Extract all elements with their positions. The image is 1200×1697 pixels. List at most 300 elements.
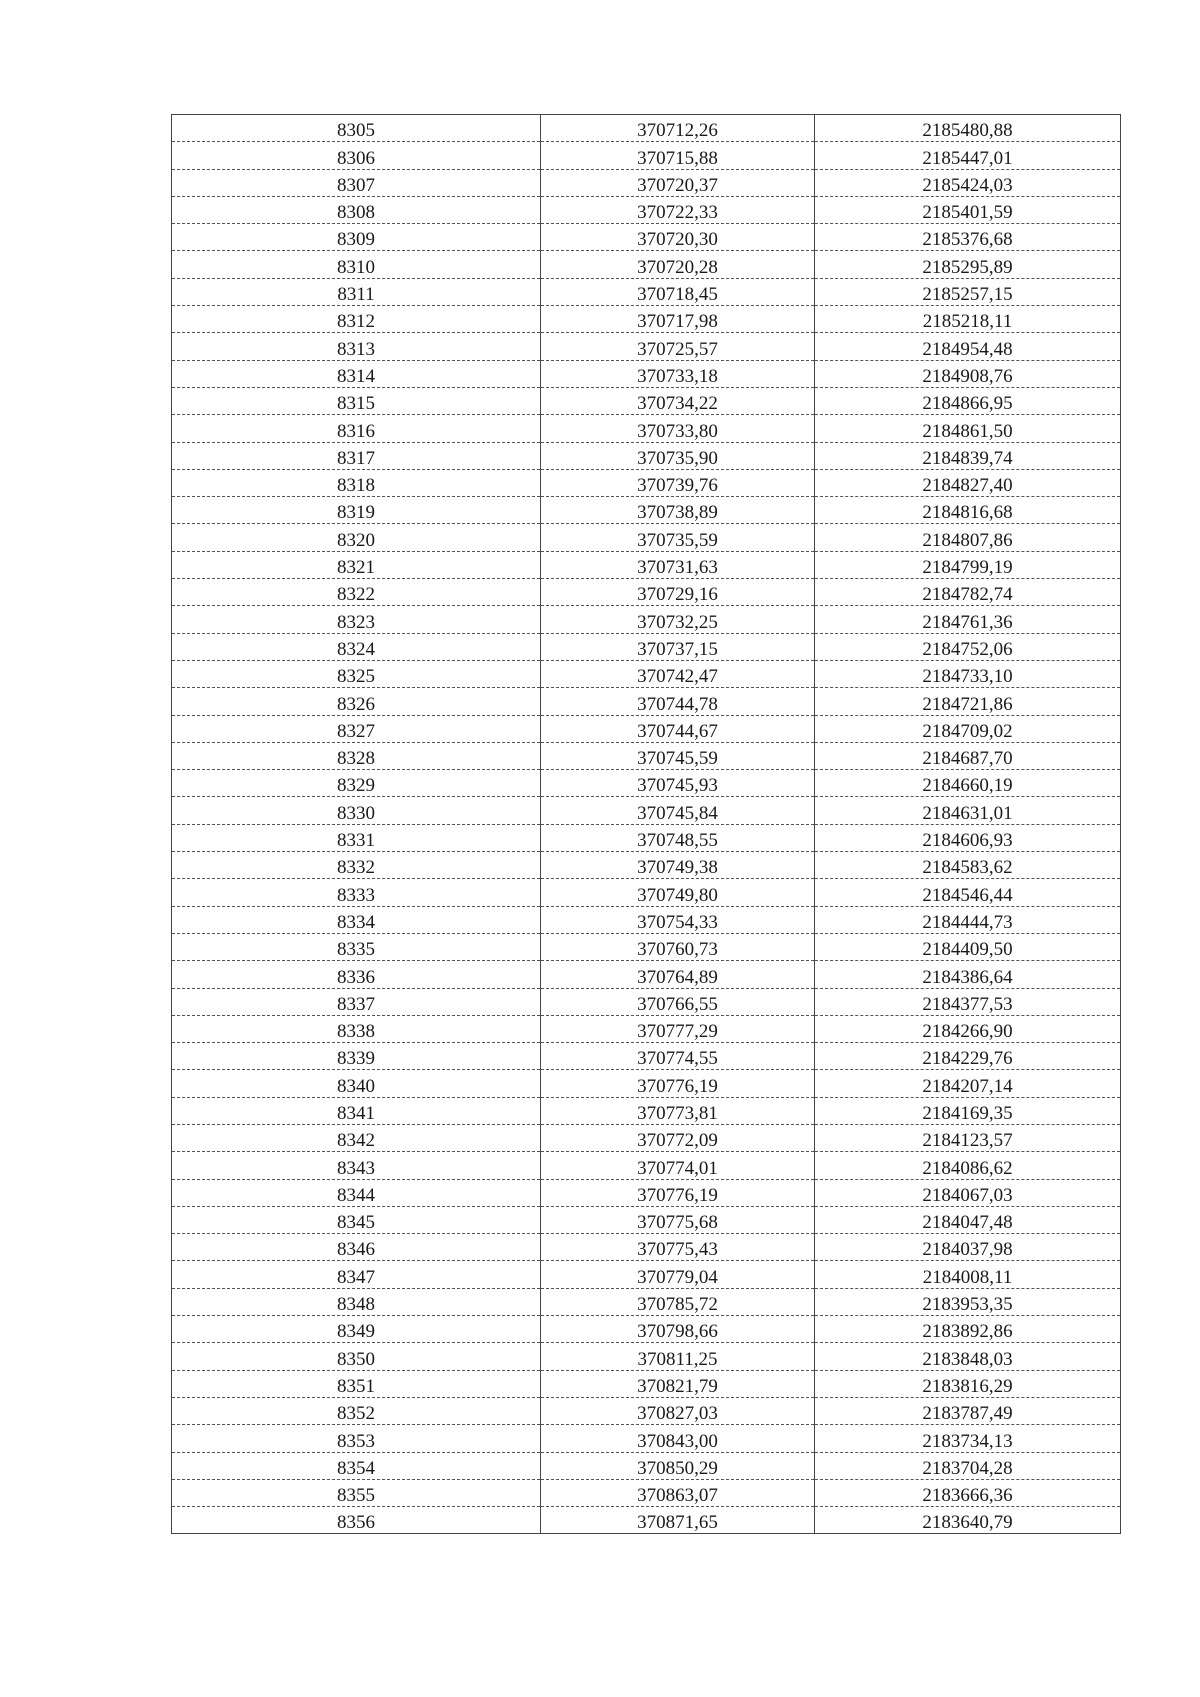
cell-value: 2184123,57 [922, 1130, 1013, 1152]
table-row [172, 660, 1121, 687]
y-coordinate-cell [815, 1097, 1121, 1124]
x-coordinate-cell [541, 633, 815, 660]
cell-value: 2184799,19 [922, 557, 1013, 579]
x-coordinate-cell [541, 606, 815, 633]
y-coordinate-cell [815, 524, 1121, 551]
cell-value: 370715,88 [637, 147, 718, 169]
table-row [172, 1152, 1121, 1179]
table-row [172, 1452, 1121, 1479]
point-number-cell [172, 278, 541, 305]
cell-value: 370734,22 [637, 393, 718, 415]
y-coordinate-cell [815, 715, 1121, 742]
cell-value: 370718,45 [637, 284, 718, 306]
cell-value: 8308 [337, 202, 375, 224]
cell-value: 2184861,50 [922, 420, 1013, 442]
table-row [172, 797, 1121, 824]
y-coordinate-cell [815, 1043, 1121, 1070]
x-coordinate-cell [541, 1425, 815, 1452]
cell-value: 8343 [337, 1157, 375, 1179]
cell-value: 370732,25 [637, 611, 718, 633]
point-number-cell [172, 1316, 541, 1343]
x-coordinate-cell [541, 824, 815, 851]
point-number-cell [172, 333, 541, 360]
cell-value: 2185480,88 [922, 120, 1013, 142]
table-row [172, 224, 1121, 251]
table-row [172, 1370, 1121, 1397]
cell-value: 2183704,28 [922, 1457, 1013, 1479]
point-number-cell [172, 497, 541, 524]
cell-value: 8344 [337, 1184, 375, 1206]
cell-value: 2184827,40 [922, 475, 1013, 497]
cell-value: 2184546,44 [922, 884, 1013, 906]
x-coordinate-cell [541, 1015, 815, 1042]
y-coordinate-cell [815, 906, 1121, 933]
cell-value: 8337 [337, 993, 375, 1015]
table-row [172, 551, 1121, 578]
point-number-cell [172, 1043, 541, 1070]
point-number-cell [172, 224, 541, 251]
table-row [172, 142, 1121, 169]
point-number-cell [172, 824, 541, 851]
cell-value: 370760,73 [637, 939, 718, 961]
y-coordinate-cell [815, 852, 1121, 879]
point-number-cell [172, 469, 541, 496]
cell-value: 2184047,48 [922, 1212, 1013, 1234]
cell-value: 2185295,89 [922, 256, 1013, 278]
table-row [172, 306, 1121, 333]
y-coordinate-cell [815, 879, 1121, 906]
y-coordinate-cell [815, 442, 1121, 469]
point-number-cell [172, 442, 541, 469]
table-row [172, 633, 1121, 660]
cell-value: 2183848,03 [922, 1348, 1013, 1370]
point-number-cell [172, 961, 541, 988]
y-coordinate-cell [815, 306, 1121, 333]
cell-value: 2183640,79 [922, 1512, 1013, 1534]
y-coordinate-cell [815, 1452, 1121, 1479]
cell-value: 370821,79 [637, 1375, 718, 1397]
cell-value: 2184807,86 [922, 529, 1013, 551]
table-row [172, 715, 1121, 742]
point-number-cell [172, 797, 541, 824]
y-coordinate-cell [815, 660, 1121, 687]
x-coordinate-cell [541, 715, 815, 742]
x-coordinate-cell [541, 1070, 815, 1097]
x-coordinate-cell [541, 1316, 815, 1343]
cell-value: 8334 [337, 911, 375, 933]
cell-value: 2184631,01 [922, 802, 1013, 824]
x-coordinate-cell [541, 251, 815, 278]
point-number-cell [172, 115, 541, 142]
y-coordinate-cell [815, 770, 1121, 797]
cell-value: 370843,00 [637, 1430, 718, 1452]
cell-value: 370742,47 [637, 666, 718, 688]
cell-value: 8322 [337, 584, 375, 606]
cell-value: 370775,43 [637, 1239, 718, 1261]
point-number-cell [172, 1370, 541, 1397]
cell-value: 2184782,74 [922, 584, 1013, 606]
point-number-cell [172, 306, 541, 333]
cell-value: 2184954,48 [922, 338, 1013, 360]
table-row [172, 1397, 1121, 1424]
cell-value: 370745,59 [637, 748, 718, 770]
y-coordinate-cell [815, 196, 1121, 223]
table-row [172, 879, 1121, 906]
point-number-cell [172, 169, 541, 196]
cell-value: 370775,68 [637, 1212, 718, 1234]
point-number-cell [172, 196, 541, 223]
cell-value: 370871,65 [637, 1512, 718, 1534]
x-coordinate-cell [541, 933, 815, 960]
point-number-cell [172, 660, 541, 687]
y-coordinate-cell [815, 142, 1121, 169]
cell-value: 2184266,90 [922, 1021, 1013, 1043]
y-coordinate-cell [815, 933, 1121, 960]
x-coordinate-cell [541, 497, 815, 524]
table-row [172, 961, 1121, 988]
y-coordinate-cell [815, 1015, 1121, 1042]
x-coordinate-cell [541, 1234, 815, 1261]
cell-value: 8317 [337, 447, 375, 469]
point-number-cell [172, 1261, 541, 1288]
table-row [172, 1070, 1121, 1097]
x-coordinate-cell [541, 196, 815, 223]
cell-value: 2184752,06 [922, 638, 1013, 660]
table-row [172, 497, 1121, 524]
y-coordinate-cell [815, 1179, 1121, 1206]
coordinates-table [171, 114, 1121, 1534]
cell-value: 370737,15 [637, 638, 718, 660]
cell-value: 370811,25 [637, 1348, 718, 1370]
y-coordinate-cell [815, 1124, 1121, 1151]
table-row [172, 1179, 1121, 1206]
table-row [172, 251, 1121, 278]
cell-value: 370731,63 [637, 557, 718, 579]
table-row [172, 524, 1121, 551]
table-row [172, 1043, 1121, 1070]
x-coordinate-cell [541, 333, 815, 360]
point-number-cell [172, 551, 541, 578]
point-number-cell [172, 770, 541, 797]
cell-value: 2184606,93 [922, 830, 1013, 852]
cell-value: 370735,90 [637, 447, 718, 469]
point-number-cell [172, 1206, 541, 1233]
y-coordinate-cell [815, 1288, 1121, 1315]
point-number-cell [172, 251, 541, 278]
x-coordinate-cell [541, 1452, 815, 1479]
cell-value: 8338 [337, 1021, 375, 1043]
cell-value: 8336 [337, 966, 375, 988]
y-coordinate-cell [815, 797, 1121, 824]
cell-value: 8356 [337, 1512, 375, 1534]
x-coordinate-cell [541, 961, 815, 988]
x-coordinate-cell [541, 906, 815, 933]
cell-value: 8324 [337, 638, 375, 660]
cell-value: 2184386,64 [922, 966, 1013, 988]
y-coordinate-cell [815, 251, 1121, 278]
point-number-cell [172, 688, 541, 715]
x-coordinate-cell [541, 415, 815, 442]
cell-value: 2184839,74 [922, 447, 1013, 469]
y-coordinate-cell [815, 824, 1121, 851]
cell-value: 2185218,11 [922, 311, 1013, 333]
cell-value: 370744,67 [637, 720, 718, 742]
y-coordinate-cell [815, 115, 1121, 142]
table-row [172, 824, 1121, 851]
x-coordinate-cell [541, 579, 815, 606]
cell-value: 2183787,49 [922, 1403, 1013, 1425]
y-coordinate-cell [815, 988, 1121, 1015]
cell-value: 8310 [337, 256, 375, 278]
cell-value: 2185257,15 [922, 284, 1013, 306]
cell-value: 370720,30 [637, 229, 718, 251]
cell-value: 8327 [337, 720, 375, 742]
cell-value: 370749,80 [637, 884, 718, 906]
point-number-cell [172, 1015, 541, 1042]
cell-value: 8348 [337, 1294, 375, 1316]
x-coordinate-cell [541, 688, 815, 715]
cell-value: 370720,37 [637, 174, 718, 196]
cell-value: 370774,01 [637, 1157, 718, 1179]
cell-value: 2184207,14 [922, 1075, 1013, 1097]
y-coordinate-cell [815, 1507, 1121, 1534]
x-coordinate-cell [541, 1397, 815, 1424]
table-row [172, 115, 1121, 142]
cell-value: 2184816,68 [922, 502, 1013, 524]
x-coordinate-cell [541, 988, 815, 1015]
x-coordinate-cell [541, 1288, 815, 1315]
point-number-cell [172, 1425, 541, 1452]
point-number-cell [172, 1124, 541, 1151]
cell-value: 8333 [337, 884, 375, 906]
x-coordinate-cell [541, 360, 815, 387]
x-coordinate-cell [541, 852, 815, 879]
y-coordinate-cell [815, 415, 1121, 442]
cell-value: 2184409,50 [922, 939, 1013, 961]
cell-value: 8318 [337, 475, 375, 497]
cell-value: 2185424,03 [922, 174, 1013, 196]
cell-value: 8305 [337, 120, 375, 142]
cell-value: 8306 [337, 147, 375, 169]
cell-value: 8325 [337, 666, 375, 688]
cell-value: 2184037,98 [922, 1239, 1013, 1261]
table-row [172, 387, 1121, 414]
x-coordinate-cell [541, 1261, 815, 1288]
cell-value: 370722,33 [637, 202, 718, 224]
x-coordinate-cell [541, 1507, 815, 1534]
cell-value: 8346 [337, 1239, 375, 1261]
cell-value: 2184721,86 [922, 693, 1013, 715]
cell-value: 8353 [337, 1430, 375, 1452]
table-row [172, 333, 1121, 360]
cell-value: 8314 [337, 365, 375, 387]
table-row [172, 988, 1121, 1015]
point-number-cell [172, 633, 541, 660]
point-number-cell [172, 1234, 541, 1261]
cell-value: 8307 [337, 174, 375, 196]
table-row [172, 1206, 1121, 1233]
cell-value: 2185376,68 [922, 229, 1013, 251]
table-row [172, 1316, 1121, 1343]
cell-value: 370785,72 [637, 1294, 718, 1316]
x-coordinate-cell [541, 387, 815, 414]
y-coordinate-cell [815, 1261, 1121, 1288]
point-number-cell [172, 715, 541, 742]
cell-value: 8340 [337, 1075, 375, 1097]
cell-value: 8345 [337, 1212, 375, 1234]
x-coordinate-cell [541, 1206, 815, 1233]
point-number-cell [172, 1288, 541, 1315]
y-coordinate-cell [815, 1479, 1121, 1506]
y-coordinate-cell [815, 387, 1121, 414]
cell-value: 370772,09 [637, 1130, 718, 1152]
cell-value: 2183666,36 [922, 1485, 1013, 1507]
cell-value: 8312 [337, 311, 375, 333]
y-coordinate-cell [815, 606, 1121, 633]
cell-value: 2184709,02 [922, 720, 1013, 742]
cell-value: 370850,29 [637, 1457, 718, 1479]
table-row [172, 852, 1121, 879]
cell-value: 2184377,53 [922, 993, 1013, 1015]
cell-value: 2184169,35 [922, 1102, 1013, 1124]
x-coordinate-cell [541, 797, 815, 824]
table-row [172, 360, 1121, 387]
cell-value: 370725,57 [637, 338, 718, 360]
table-row [172, 1288, 1121, 1315]
point-number-cell [172, 142, 541, 169]
point-number-cell [172, 879, 541, 906]
cell-value: 8311 [337, 284, 375, 306]
x-coordinate-cell [541, 524, 815, 551]
table-row [172, 1261, 1121, 1288]
cell-value: 370766,55 [637, 993, 718, 1015]
y-coordinate-cell [815, 579, 1121, 606]
point-number-cell [172, 988, 541, 1015]
cell-value: 370777,29 [637, 1021, 718, 1043]
y-coordinate-cell [815, 1316, 1121, 1343]
cell-value: 370720,28 [637, 256, 718, 278]
cell-value: 8321 [337, 557, 375, 579]
x-coordinate-cell [541, 169, 815, 196]
y-coordinate-cell [815, 1206, 1121, 1233]
cell-value: 2185401,59 [922, 202, 1013, 224]
cell-value: 370735,59 [637, 529, 718, 551]
cell-value: 2183816,29 [922, 1375, 1013, 1397]
x-coordinate-cell [541, 1343, 815, 1370]
cell-value: 2184583,62 [922, 857, 1013, 879]
x-coordinate-cell [541, 1370, 815, 1397]
cell-value: 2185447,01 [922, 147, 1013, 169]
cell-value: 8319 [337, 502, 375, 524]
cell-value: 370779,04 [637, 1266, 718, 1288]
y-coordinate-cell [815, 360, 1121, 387]
cell-value: 8351 [337, 1375, 375, 1397]
table-row [172, 1425, 1121, 1452]
point-number-cell [172, 360, 541, 387]
point-number-cell [172, 524, 541, 551]
cell-value: 8355 [337, 1485, 375, 1507]
y-coordinate-cell [815, 169, 1121, 196]
point-number-cell [172, 742, 541, 769]
table-row [172, 688, 1121, 715]
cell-value: 8320 [337, 529, 375, 551]
cell-value: 370733,18 [637, 365, 718, 387]
table-row [172, 770, 1121, 797]
cell-value: 8349 [337, 1321, 375, 1343]
cell-value: 2184660,19 [922, 775, 1013, 797]
cell-value: 8315 [337, 393, 375, 415]
cell-value: 2183953,35 [922, 1294, 1013, 1316]
y-coordinate-cell [815, 688, 1121, 715]
table-row [172, 579, 1121, 606]
point-number-cell [172, 1152, 541, 1179]
table-row [172, 933, 1121, 960]
cell-value: 8354 [337, 1457, 375, 1479]
x-coordinate-cell [541, 1097, 815, 1124]
table-row [172, 906, 1121, 933]
cell-value: 370773,81 [637, 1102, 718, 1124]
cell-value: 370863,07 [637, 1485, 718, 1507]
x-coordinate-cell [541, 1043, 815, 1070]
cell-value: 8335 [337, 939, 375, 961]
cell-value: 370729,16 [637, 584, 718, 606]
table-row [172, 1507, 1121, 1534]
x-coordinate-cell [541, 1179, 815, 1206]
point-number-cell [172, 387, 541, 414]
cell-value: 2184761,36 [922, 611, 1013, 633]
cell-value: 370774,55 [637, 1048, 718, 1070]
table-row [172, 1343, 1121, 1370]
cell-value: 2184008,11 [922, 1266, 1013, 1288]
cell-value: 370745,84 [637, 802, 718, 824]
cell-value: 370733,80 [637, 420, 718, 442]
cell-value: 2184687,70 [922, 748, 1013, 770]
cell-value: 8316 [337, 420, 375, 442]
x-coordinate-cell [541, 306, 815, 333]
table-row [172, 606, 1121, 633]
cell-value: 370776,19 [637, 1075, 718, 1097]
table-row [172, 278, 1121, 305]
table-row [172, 442, 1121, 469]
point-number-cell [172, 415, 541, 442]
cell-value: 8350 [337, 1348, 375, 1370]
y-coordinate-cell [815, 633, 1121, 660]
point-number-cell [172, 933, 541, 960]
table-row [172, 1124, 1121, 1151]
cell-value: 8323 [337, 611, 375, 633]
x-coordinate-cell [541, 660, 815, 687]
x-coordinate-cell [541, 1152, 815, 1179]
cell-value: 8326 [337, 693, 375, 715]
cell-value: 8328 [337, 748, 375, 770]
y-coordinate-cell [815, 333, 1121, 360]
cell-value: 2184866,95 [922, 393, 1013, 415]
cell-value: 370717,98 [637, 311, 718, 333]
x-coordinate-cell [541, 142, 815, 169]
table-row [172, 1234, 1121, 1261]
cell-value: 370798,66 [637, 1321, 718, 1343]
x-coordinate-cell [541, 879, 815, 906]
x-coordinate-cell [541, 742, 815, 769]
table-row [172, 1479, 1121, 1506]
y-coordinate-cell [815, 551, 1121, 578]
y-coordinate-cell [815, 497, 1121, 524]
cell-value: 370739,76 [637, 475, 718, 497]
point-number-cell [172, 1179, 541, 1206]
point-number-cell [172, 1343, 541, 1370]
cell-value: 370749,38 [637, 857, 718, 879]
point-number-cell [172, 906, 541, 933]
